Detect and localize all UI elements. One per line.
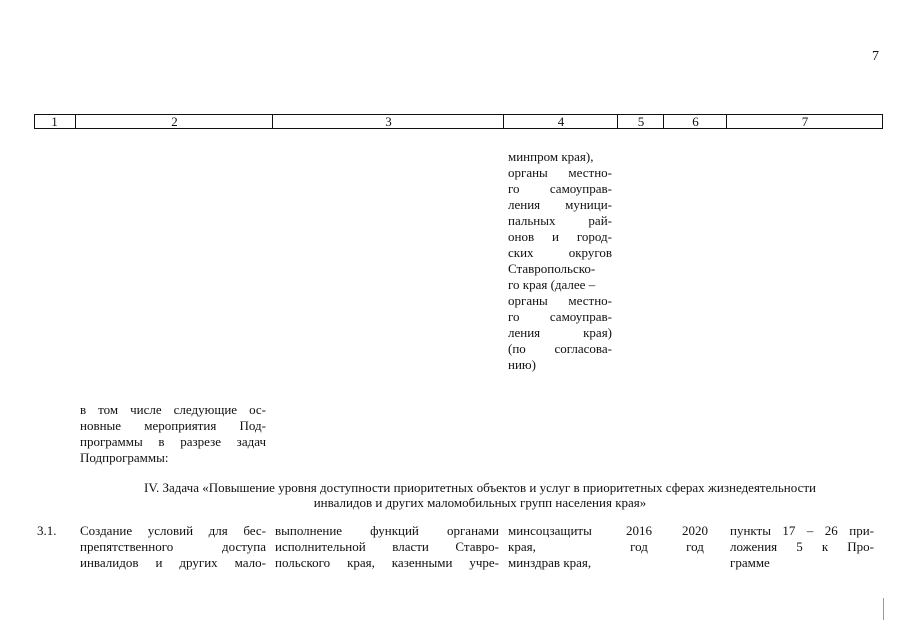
table-header-row bbox=[34, 114, 883, 129]
header-col-4: 4 bbox=[503, 115, 618, 128]
text-line: ложения 5 к Про- bbox=[730, 539, 874, 554]
text-line: год bbox=[630, 539, 648, 554]
text-line: го самоуправ- bbox=[508, 309, 612, 324]
text-line: 2020 bbox=[682, 523, 708, 538]
row-program-link bbox=[730, 523, 874, 571]
row-number: 3.1. bbox=[37, 523, 57, 538]
text-line: инвалидов и других мало- bbox=[80, 555, 266, 570]
scan-edge-mark bbox=[883, 598, 884, 620]
text-line: Подпрограммы: bbox=[80, 450, 169, 465]
text-line: нию) bbox=[508, 357, 536, 372]
text-line: Создание условий для бес- bbox=[80, 523, 266, 538]
text-line: онов и город- bbox=[508, 229, 612, 244]
text-line: го края (далее – bbox=[508, 277, 596, 292]
text-line: пальных рай- bbox=[508, 213, 612, 228]
header-col-7: 7 bbox=[726, 115, 883, 128]
text-line: минздрав края, bbox=[508, 555, 592, 570]
text-line: выполнение функций органами bbox=[275, 523, 499, 538]
text-line: (по согласова- bbox=[508, 341, 612, 356]
header-col-1: 1 bbox=[51, 114, 58, 129]
text-line: год bbox=[686, 539, 704, 554]
text-line: польского края, казенными учре- bbox=[275, 555, 499, 570]
text-line: го самоуправ- bbox=[508, 181, 612, 196]
row-responsible-executor bbox=[508, 523, 612, 571]
text-line: органы местно- bbox=[508, 293, 612, 308]
text-line: Ставропольско- bbox=[508, 261, 596, 276]
main-activities-note bbox=[80, 402, 266, 466]
header-col-2: 2 bbox=[75, 115, 273, 128]
text-line: 2016 bbox=[626, 523, 652, 538]
row-activity-name bbox=[80, 523, 266, 571]
text-line: ских округов bbox=[508, 245, 612, 260]
section-title-line: инвалидов и других маломобильных групп населения края» bbox=[313, 495, 647, 510]
text-line: в том числе следующие ос- bbox=[80, 402, 266, 417]
text-line: ления муници- bbox=[508, 197, 612, 212]
text-line: минсоцзащиты bbox=[508, 523, 592, 538]
header-col-6: 6 bbox=[663, 115, 727, 128]
text-line: органы местно- bbox=[508, 165, 612, 180]
text-line: ления края) bbox=[508, 325, 612, 340]
text-line: программы в разрезе задач bbox=[80, 434, 266, 449]
header-col-3: 3 bbox=[272, 115, 504, 128]
text-line: края, bbox=[508, 539, 536, 554]
text-line: новные мероприятия Под- bbox=[80, 418, 266, 433]
page-number: 7 bbox=[872, 49, 879, 64]
text-line: минпром края), bbox=[508, 149, 594, 164]
row-start-year bbox=[616, 523, 662, 555]
text-line: пункты 17 – 26 при- bbox=[730, 523, 874, 538]
text-line: исполнительной власти Ставро- bbox=[275, 539, 499, 554]
section-title bbox=[80, 480, 880, 510]
text-line: грамме bbox=[730, 555, 770, 570]
responsible-executors-continuation bbox=[508, 149, 612, 373]
text-line: препятственного доступа bbox=[80, 539, 266, 554]
section-title-line: IV. Задача «Повышение уровня доступности приоритетных объектов и услуг в приоритетных сферах жизнедеятельности bbox=[143, 480, 816, 495]
row-activity-type bbox=[275, 523, 499, 571]
row-end-year bbox=[666, 523, 724, 555]
header-col-5: 5 bbox=[617, 115, 664, 128]
